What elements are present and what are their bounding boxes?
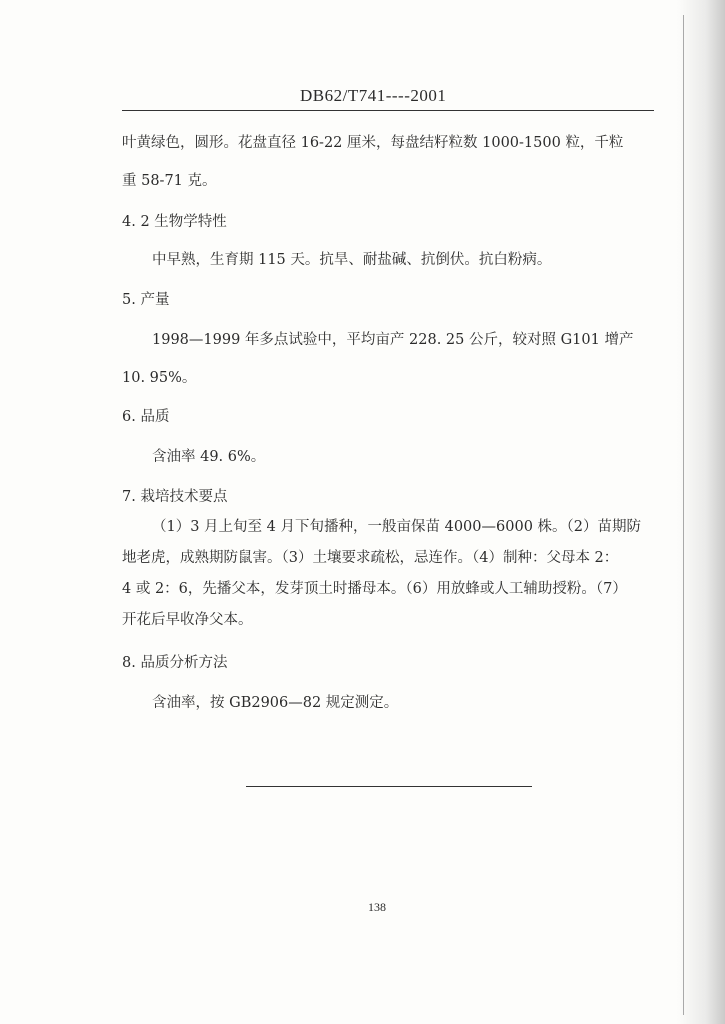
section-heading: 7. 栽培技术要点 xyxy=(122,489,228,505)
paragraph-line: 4 或 2：6，先播父本，发芽顶土时播母本。（6）用放蜂或人工辅助授粉。（7） xyxy=(122,581,627,597)
section-heading: 6. 品质 xyxy=(122,409,170,425)
header-rule xyxy=(122,110,654,111)
paragraph-line: 叶黄绿色，圆形。花盘直径 16-22 厘米，每盘结籽粒数 1000-1500 粒，千粒 xyxy=(122,135,624,151)
paragraph-line: 含油率 49. 6%。 xyxy=(152,449,266,465)
paragraph-line: 1998—1999 年多点试验中，平均亩产 228. 25 公斤，较对照 G101 增产 xyxy=(152,332,634,348)
paragraph-line: 地老虎，成熟期防鼠害。（3）土壤要求疏松，忌连作。（4）制种：父母本 2： xyxy=(122,550,619,566)
standard-code: DB62/T741----2001 xyxy=(300,86,447,105)
paragraph-line: 含油率，按 GB2906—82 规定测定。 xyxy=(152,695,399,711)
section-heading: 8. 品质分析方法 xyxy=(122,655,228,671)
paragraph-line: 中早熟，生育期 115 天。抗旱、耐盐碱、抗倒伏。抗白粉病。 xyxy=(152,252,552,268)
paragraph-line: 重 58-71 克。 xyxy=(122,173,217,189)
scan-margin-line xyxy=(683,15,684,1015)
paragraph-line: （1）3 月上旬至 4 月下旬播种，一般亩保苗 4000—6000 株。（2）苗期防 xyxy=(152,519,641,535)
page-number: 138 xyxy=(368,900,386,914)
scan-edge-shadow xyxy=(677,0,725,1024)
paragraph-line: 10. 95%。 xyxy=(122,370,197,386)
section-heading: 4. 2 生物学特性 xyxy=(122,214,227,230)
paragraph-line: 开花后早收净父本。 xyxy=(122,612,253,628)
section-heading: 5. 产量 xyxy=(122,292,170,308)
end-rule xyxy=(246,786,532,787)
